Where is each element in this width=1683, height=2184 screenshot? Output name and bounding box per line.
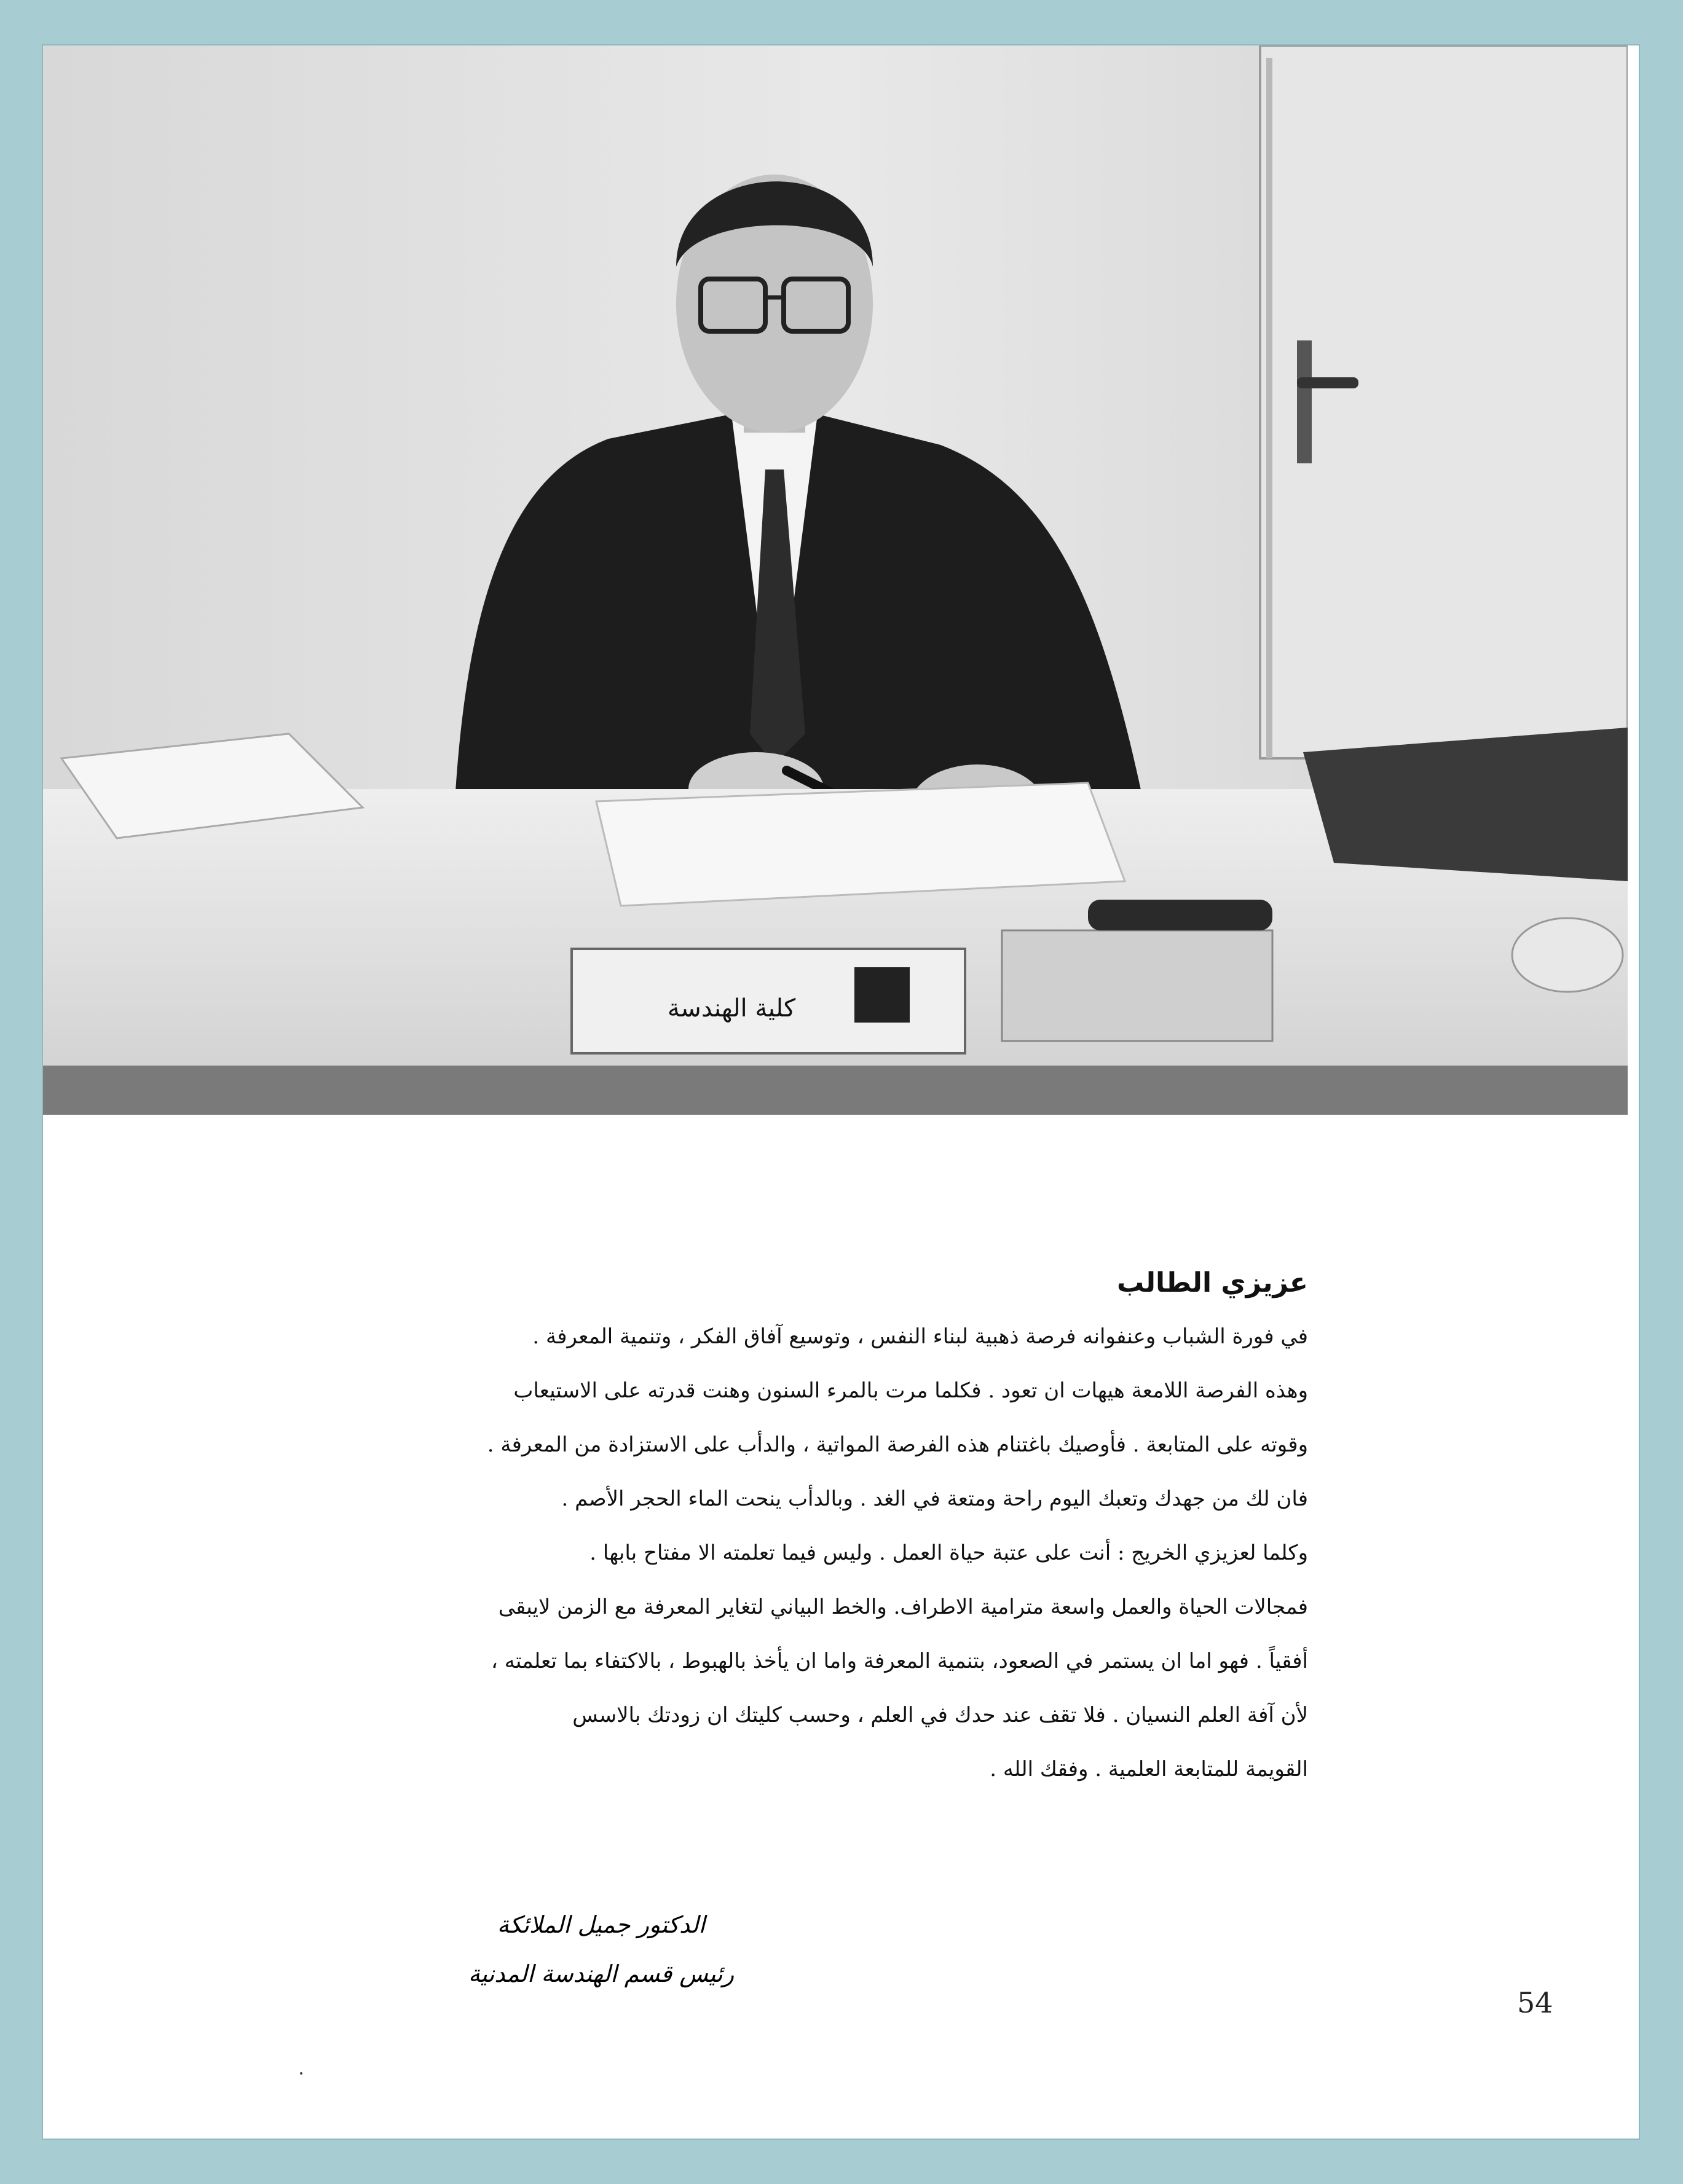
letter-line: وكلما لعزيزي الخريج : أنت على عتبة حياة العمل . وليس فيما تعلمته الا مفتاح بابها . [589, 1541, 1308, 1565]
letter-line: فمجالات الحياة والعمل واسعة مترامية الاطراف. والخط البياني لتغاير المعرفة مع الزمن لايبقى [498, 1595, 1308, 1619]
letter-paragraph [349, 1310, 1308, 1796]
letter-body [349, 1267, 1308, 1796]
letter-line: فان لك من جهدك وتعبك اليوم راحة ومتعة في الغد . وبالدأب ينحت الماء الحجر الأصم . [561, 1487, 1308, 1511]
page-number: 54 [1517, 1986, 1553, 2019]
desk-nameplate-text: كلية الهندسة [667, 994, 796, 1023]
signature-name: الدكتور جميل الملائكة [497, 1911, 706, 1938]
letter-line: أفقياً . فهو اما ان يستمر في الصعود، بتنمية المعرفة واما ان يأخذ بالهبوط ، بالاكتفاء بما تعلمته ، [491, 1649, 1308, 1673]
letter-line: وقوته على المتابعة . فأوصيك باغتنام هذه الفرصة المواتية ، والدأب على الاستزادة من المعرفة . [487, 1432, 1308, 1457]
signature-title: رئيس قسم الهندسة المدنية [468, 1960, 735, 1987]
letter-line: القويمة للمتابعة العلمية . وفقك الله . [990, 1757, 1308, 1781]
letter-line: لأن آفة العلم النسيان . فلا تقف عند حدك في العلم ، وحسب كليتك ان زودتك بالاسس [572, 1703, 1308, 1727]
signature-block [429, 1900, 773, 1998]
document-page [42, 44, 1640, 2140]
print-speck [300, 2072, 302, 2075]
letter-line: وهذه الفرصة اللامعة هيهات ان تعود . فكلما مرت بالمرء السنون وهنت قدرته على الاستيعاب [513, 1378, 1308, 1403]
portrait-photo [43, 45, 1628, 1115]
portrait-image [43, 45, 1628, 1115]
letter-line: في فورة الشباب وعنفوانه فرصة ذهبية لبناء النفس ، وتوسيع آفاق الفكر ، وتنمية المعرفة . [532, 1324, 1308, 1349]
letter-heading: عزيزي الطالب [1116, 1267, 1308, 1298]
